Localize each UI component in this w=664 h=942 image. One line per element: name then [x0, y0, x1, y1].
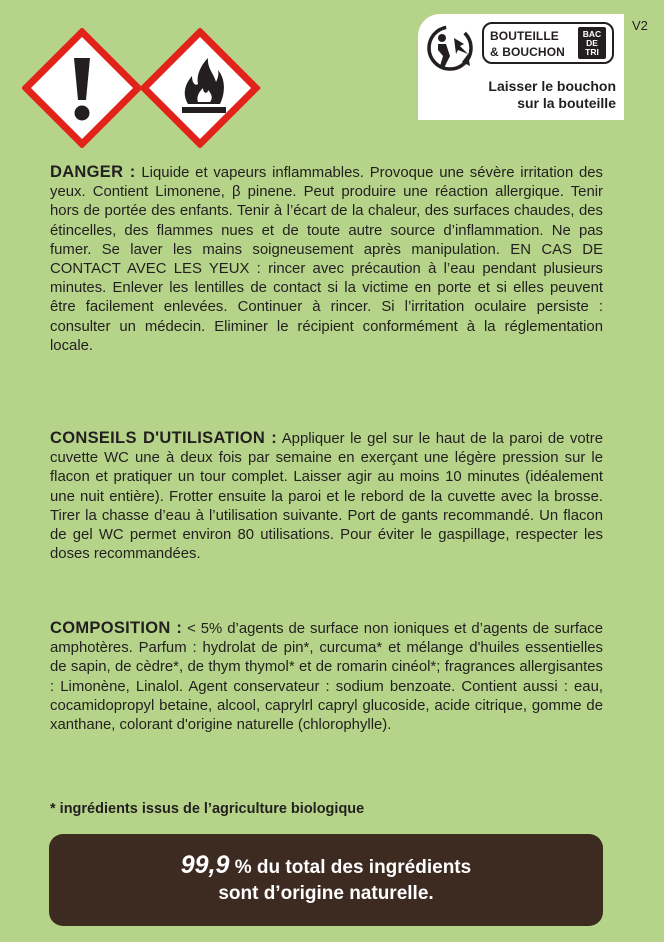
usage-text: Appliquer le gel sur le haut de la paroi de votre cuvette WC une à deux fois par semaine en exerçant une légère pression sur le flacon et pratiquer un tour complet. Laisser agir au moins 10 minutes (idéalement une nuit entière). Frotter ensuite la paroi et le rebord de la cuvette avec la brosse. Tirer la chasse d’eau à l’utilisation suivante. Port de gants recommandé. Un flacon de gel WC permet environ 80 utilisations. Pour éviter le gaspillage, respecter les doses recommandées.	[50, 431, 604, 563]
material-line-2: & BOUCHON	[490, 45, 565, 59]
bin-text-2: DE	[586, 38, 598, 48]
triman-recycling-label	[418, 14, 624, 120]
triman-icon	[424, 20, 480, 76]
usage-section	[50, 429, 603, 564]
banner-line-1-rest: % du total des ingrédients	[229, 857, 472, 878]
exclamation-hazard-icon	[26, 32, 138, 144]
recycling-instruction	[488, 78, 616, 112]
instruction-line-2: sur la bouteille	[517, 95, 616, 111]
organic-note: * ingrédients issus de l’agriculture biologique	[50, 801, 365, 817]
flame-hazard-icon	[144, 32, 256, 144]
natural-percent: 99,9	[180, 851, 230, 879]
bin-text-3: TRI	[585, 47, 599, 57]
banner-line-1	[49, 851, 603, 880]
hazard-pictograms	[22, 28, 262, 148]
instruction-line-1: Laisser le bouchon	[488, 78, 616, 94]
usage-heading: CONSEILS D'UTILISATION :	[50, 429, 278, 447]
danger-text: Liquide et vapeurs inflammables. Provoque une sévère irritation des yeux. Contient Limonene, β pinene. Peut produire une réaction allergique. Tenir hors de portée des enfants. Tenir à l’écart de la chaleur, des surfaces chaudes, des étincelles, des flammes nues et de toute autre source d’inflammation. Ne pas fumer. Se laver les mains soigneusement après manipulation. EN CAS DE CONTACT AVEC LES YEUX : rincer avec précaution à l’eau pendant plusieurs minutes. Enlever les lentilles de contact si la victime en porte et si elles peuvent être facilement enlevées. Continuer à rincer. Si l’irritation oculaire persiste : consulter un médecin. Eliminer le récipient conformément à la réglementation locale.	[50, 165, 603, 354]
composition-section	[50, 619, 603, 735]
bin-text-1: BAC	[582, 29, 602, 39]
material-label	[482, 22, 614, 64]
material-line-1: BOUTEILLE	[490, 29, 559, 43]
composition-heading: COMPOSITION :	[50, 619, 183, 637]
version-label: V2	[632, 18, 648, 33]
danger-section	[50, 163, 603, 356]
sorting-bin-icon	[578, 27, 606, 59]
natural-origin-banner	[49, 834, 603, 926]
danger-heading: DANGER :	[50, 163, 136, 181]
banner-line-2: sont d’origine naturelle.	[218, 883, 434, 904]
composition-text: < 5% d’agents de surface non ioniques et d’agents de surface amphotères. Parfum : hydrolat de pin*, curcuma* et mélange d'huiles essentielles de sapin, de cèdre*, de thym thymol* et de romarin cinéol*; fragrances allergisantes : Limonène, Linalol. Agent conservateur : sodium benzoate. Contient aussi : eau, cocamidopropyl betaine, alcool, caprylrl capryl glucoside, acide citrique, gomme de xanthane, colorant d'origine naturelle (chlorophylle).	[50, 621, 603, 734]
